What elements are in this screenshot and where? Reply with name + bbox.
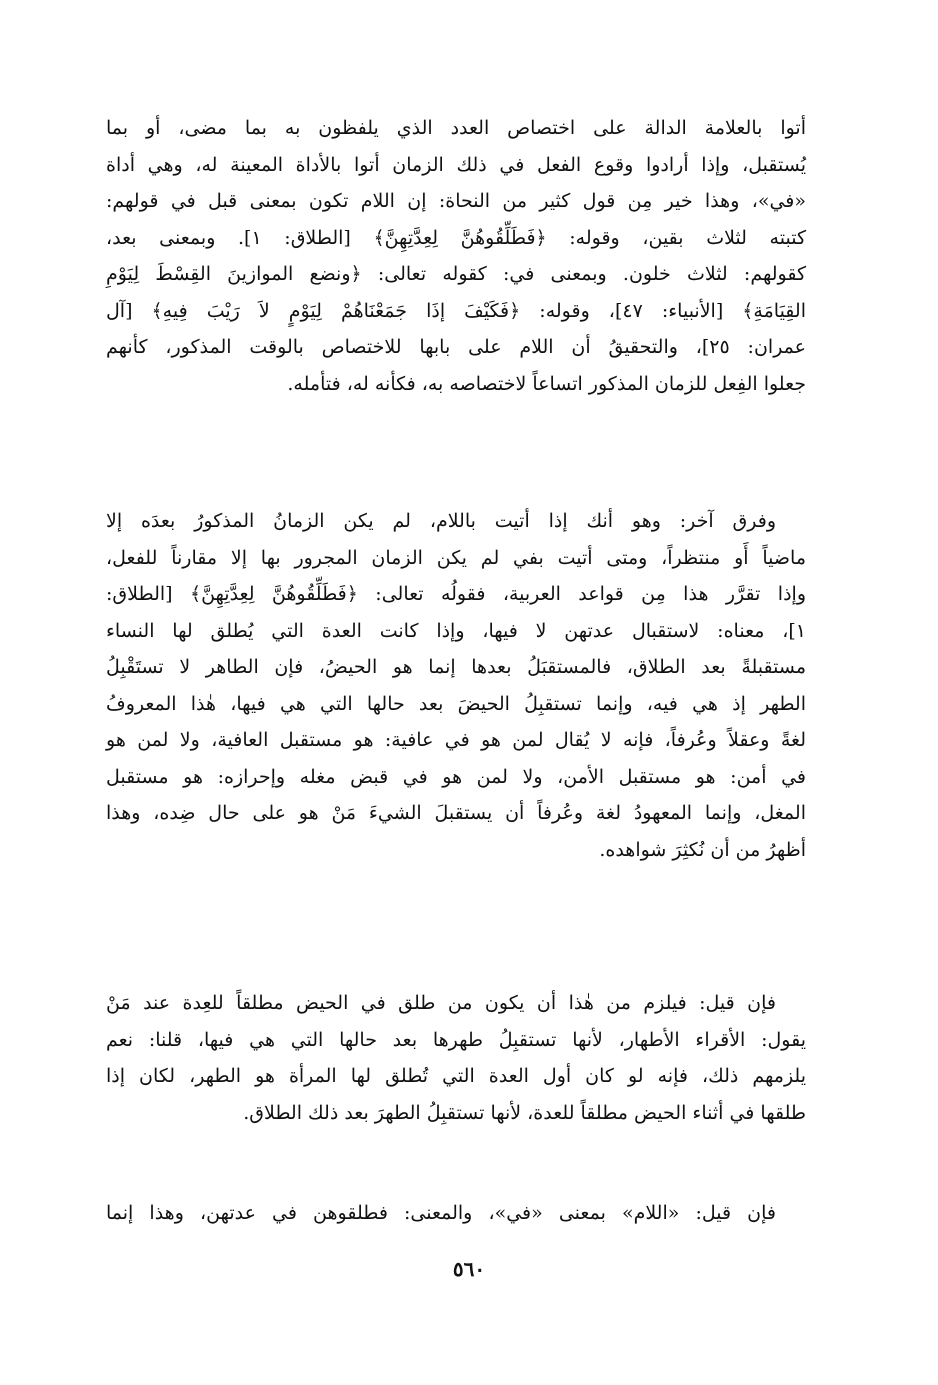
paragraph	[106, 1195, 806, 1232]
text-line: كقولهم: لثلاث خلون. وبمعنى في: كقوله تعالى: ﴿ونضع الموازينَ القِسْطَ لِيَوْمِ	[106, 263, 806, 285]
text-line: يلزمهم ذلك، فإنه لو كان أول العدة التي تُطلق لها المرأة هو الطهر، لكان إذا	[106, 1065, 806, 1087]
text-line: في أمن: هو مستقبل الأمن، ولا لمن هو في قبض مغله وإحرازه: هو مستقبل	[106, 765, 806, 788]
text-line: القِيَامَةِ﴾ [الأنبياء: ٤٧]، وقوله: ﴿فَكَيْفَ إذَا جَمَعْنَاهُمْ لِيَوْمٍ لاَ رَيْبَ فِيهِ﴾ [آل	[106, 299, 806, 322]
paragraph	[106, 985, 806, 1131]
text-line: يقول: الأقراء الأطهار، لأنها تستقبِلُ طهرها بعد حالها التي هي فيها، قلنا: نعم	[106, 1028, 806, 1051]
text-line: ١]، معناه: لاستقبال عدتهن لا فيها، وإذا كانت العدة التي يُطلق لها النساء	[106, 619, 806, 642]
text-line: الطهر إذ هي فيه، وإنما تستقبِلُ الحيضَ بعد حالها التي هي فيها، هٰذا المعروفُ	[106, 692, 806, 715]
text-line: وفرق آخر: وهو أنك إذا أتيت باللام، لم يكن الزمانُ المذكورُ بعدَه إلا	[106, 510, 776, 532]
text-line: فإن قيل: فيلزم من هٰذا أن يكون من طلق في الحيض مطلقاً للعِدة عند مَنْ	[106, 992, 776, 1014]
text-line: فإن قيل: «اللام» بمعنى «في»، والمعنى: فطلقوهن في عدتهن، وهذا إنما	[106, 1202, 776, 1224]
text-line: طلقها في أثناء الحيض مطلقاً للعدة، لأنها تستقبِلُ الطهرَ بعد ذلك الطلاق.	[243, 1101, 806, 1124]
text-line: جعلوا الفِعل للزمان المذكور اتساعاً لاختصاصه به، فكأنه له، فتأمله.	[287, 372, 806, 395]
page-number: ٥٦٠	[452, 1257, 486, 1281]
text-line: مستقبلةً بعد الطلاق، فالمستقبَلُ بعدها إنما هو الحيضُ، فإن الطاهر لا تستَقْبِلُ	[106, 656, 806, 678]
text-line: «في»، وهذا خير مِن قول كثير من النحاة: إن اللام تكون بمعنى قبل في قولهم:	[106, 190, 806, 212]
text-line: أظهرُ من أن نُكثِرَ شواهده.	[599, 838, 806, 861]
text-line: ماضياً أَو منتظراً، ومتى أتيت بفي لم يكن الزمان المجرور بها إلا مقارناً للفعل،	[106, 546, 806, 569]
text-line: وإذا تقرَّر هذا مِن قواعد العربية، فقولُه تعالى: ﴿فَطَلِّقُوهُنَّ لِعِدَّتِهِنَّ﴾ [الطلاق:	[106, 583, 806, 605]
text-line: عمران: ٢٥]، والتحقيقُ أن اللام على بابها للاختصاص بالوقت المذكور، كأنهم	[106, 336, 806, 358]
text-line: المغل، وإنما المعهودُ لغة وعُرفاً أن يستقبلَ الشيءَ مَنْ هو على حال ضِده، وهذا	[106, 802, 806, 824]
paragraph	[106, 503, 806, 868]
text-line: يُستقبل، وإذا أرادوا وقوع الفعل في ذلك الزمان أتوا بالأداة المعينة له، وهي أداة	[106, 153, 806, 176]
text-line: لغةً وعقلاً وعُرفاً، فإنه لا يُقال لمن هو في عافية: هو مستقبل العافية، ولا لمن هو	[106, 729, 806, 751]
text-line: كتبته لثلاث بقين، وقوله: ﴿فَطَلِّقُوهُنَّ لِعِدَّتِهِنَّ﴾ [الطلاق: ١]. وبمعنى بعد،	[106, 226, 806, 249]
text-line: أتوا بالعلامة الدالة على اختصاص العدد الذي يلفظون به بما مضى، أو بما	[106, 117, 806, 139]
paragraph	[106, 110, 806, 402]
